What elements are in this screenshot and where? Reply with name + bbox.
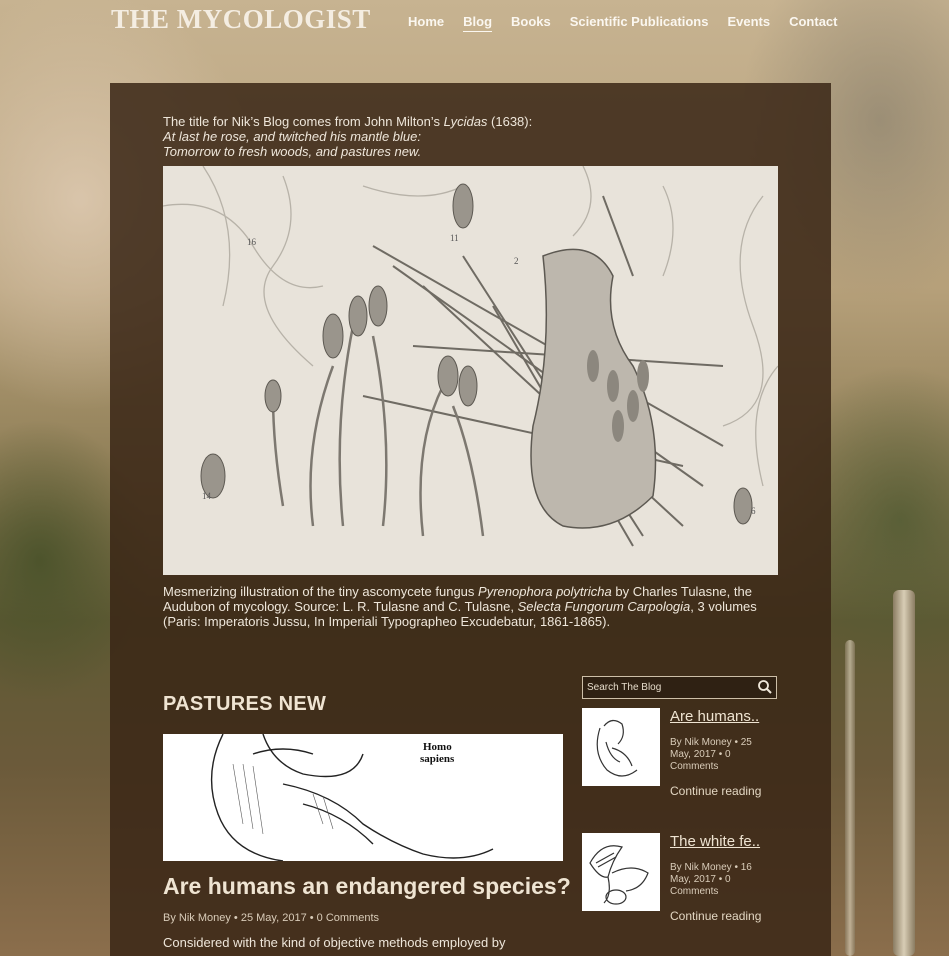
intro-year: (1638): (487, 114, 533, 129)
sidebar-post-meta: By Nik Money • 25 May, 2017 • 0 Comments (670, 737, 752, 772)
search-icon[interactable] (757, 679, 773, 695)
fungus-illustration-svg (163, 166, 778, 575)
featured-post-title[interactable]: Are humans an endangered species? (163, 873, 571, 899)
background-tree-trunk (845, 640, 855, 956)
meta-by: By (163, 912, 179, 924)
mushroom-sketch-thumbnail[interactable] (582, 833, 660, 911)
fetus-sketch-thumbnail[interactable] (582, 708, 660, 786)
nav-books[interactable]: Books (511, 14, 551, 29)
fungus-illustration (163, 166, 778, 575)
caption-text-2: by Charles Tulasne, the Audubon of mycology. Source: L. R. Tulasne and C. Tulasne, (163, 584, 752, 614)
verse-line-1: At last he rose, and twitched his mantle blue: (163, 129, 421, 144)
site-title[interactable]: THE MYCOLOGIST (111, 4, 371, 34)
figure-label: 2 (514, 256, 519, 266)
continue-reading-link[interactable]: Continue reading (670, 909, 762, 923)
post-author-link[interactable]: Nik Money (178, 912, 231, 924)
meta-separator: • (230, 912, 241, 924)
nav-contact[interactable]: Contact (789, 14, 838, 29)
blog-intro (163, 114, 783, 159)
main-nav (408, 14, 856, 32)
background-tree-trunk (893, 590, 915, 956)
sidebar-post-meta: By Nik Money • 16 May, 2017 • 0 Comments (670, 862, 752, 897)
caption-book: Selecta Fungorum Carpologia (517, 599, 691, 614)
post-date: 25 May, 2017 (240, 912, 307, 924)
nav-events[interactable]: Events (727, 14, 771, 29)
featured-post-meta (163, 912, 379, 924)
figure-label: 16 (247, 237, 256, 247)
illustration-caption (163, 584, 783, 629)
caption-text-1: Mesmerizing illustration of the tiny ascomycete fungus (163, 584, 479, 599)
featured-post-excerpt: Considered with the kind of objective methods employed by (163, 935, 506, 950)
sidebar-post-title[interactable]: The white fe.. (670, 833, 761, 850)
content-panel (110, 83, 831, 956)
caption-text-3: , 3 volumes (Paris: Imperatoris Jussu, In Imperiali Typographeo Excudebatur, 1861-1865). (163, 599, 757, 629)
sapiens-label: sapiens (420, 753, 455, 765)
figure-label: 11 (450, 233, 459, 243)
section-title: PASTURES NEW (163, 693, 327, 715)
intro-work-title: Lycidas (443, 114, 488, 129)
post-comments-link[interactable]: 0 Comments (316, 912, 380, 924)
nav-scientific-publications[interactable]: Scientific Publications (569, 14, 709, 29)
nav-home[interactable]: Home (408, 14, 445, 29)
site-header (0, 0, 949, 48)
featured-post-image[interactable] (163, 734, 563, 861)
sidebar-post (582, 708, 782, 818)
nav-blog[interactable]: Blog (463, 14, 492, 32)
blog-search (582, 676, 777, 699)
sidebar-post (582, 833, 782, 943)
caption-species: Pyrenophora polytricha (478, 584, 612, 599)
figure-label: 6 (751, 506, 756, 516)
homo-label: Homo (423, 741, 452, 753)
homo-sapiens-illustration (163, 734, 563, 861)
meta-separator: • (306, 912, 317, 924)
search-input[interactable] (583, 677, 753, 698)
sidebar-post-title[interactable]: Are humans.. (670, 708, 760, 725)
verse-line-2: Tomorrow to fresh woods, and pastures new. (163, 144, 422, 159)
intro-text: The title for Nik’s Blog comes from John Milton’s (163, 114, 444, 129)
figure-label: 14 (202, 491, 211, 501)
continue-reading-link[interactable]: Continue reading (670, 784, 762, 798)
